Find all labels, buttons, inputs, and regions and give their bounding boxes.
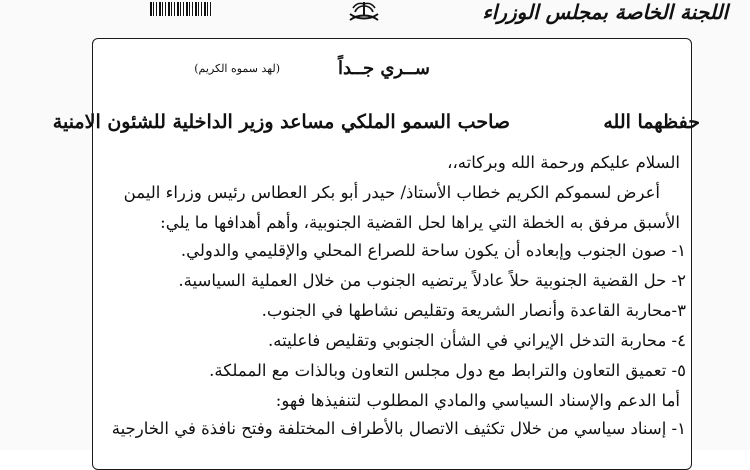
goal-item-3: ٣-محاربة القاعدة وأنصار الشريعة وتقليص نشاطها في الجنوب.	[261, 301, 686, 320]
saudi-palm-swords-emblem-icon	[346, 0, 382, 22]
addressee-title: صاحب السمو الملكي مساعد وزير الداخلية للشئون الامنية	[52, 111, 510, 133]
goal-item-1: ١- صون الجنوب وإبعاده أن يكون ساحة للصراع المحلي والإقليمي والدولي.	[180, 241, 686, 260]
intro-line-1: أعرض لسموكم الكريم خطاب الأستاذ/ حيدر أبو بكر العطاس رئيس وزراء اليمن	[123, 183, 660, 202]
letterhead	[0, 0, 750, 36]
organization-title: اللجنة الخاصة بمجلس الوزراء	[482, 0, 728, 24]
barcode-icon	[150, 2, 212, 16]
goal-item-2: ٢- حل القضية الجنوبية حلاً عادلاً يرتضيه الجنوب من خلال العملية السياسية.	[178, 271, 686, 290]
support-intro: أما الدعم والإسناد السياسي والمادي المطلوب لتنفيذها فهو:	[275, 391, 680, 410]
goal-item-5: ٥- تعميق التعاون والترابط مع دول مجلس التعاون وبالذات مع المملكة.	[209, 361, 686, 380]
classification-note: (لهد سموه الكريم)	[194, 62, 280, 75]
greeting-line: السلام عليكم ورحمة الله وبركاته،،	[447, 153, 680, 172]
support-item-1: ١- إسناد سياسي من خلال تكثيف الاتصال بالأطراف المختلفة وفتح نافذة في الخارجية	[111, 419, 686, 438]
classification-label: ســري جــداً	[337, 58, 430, 79]
addressee-blessing: حفظهما الله	[603, 111, 700, 133]
goal-item-4: ٤- محاربة التدخل الإيراني في الشأن الجنوبي وتقليص فاعليته.	[268, 331, 686, 350]
intro-line-2: الأسبق مرفق به الخطة التي يراها لحل القضية الجنوبية، وأهم أهدافها ما يلي:	[160, 213, 680, 232]
